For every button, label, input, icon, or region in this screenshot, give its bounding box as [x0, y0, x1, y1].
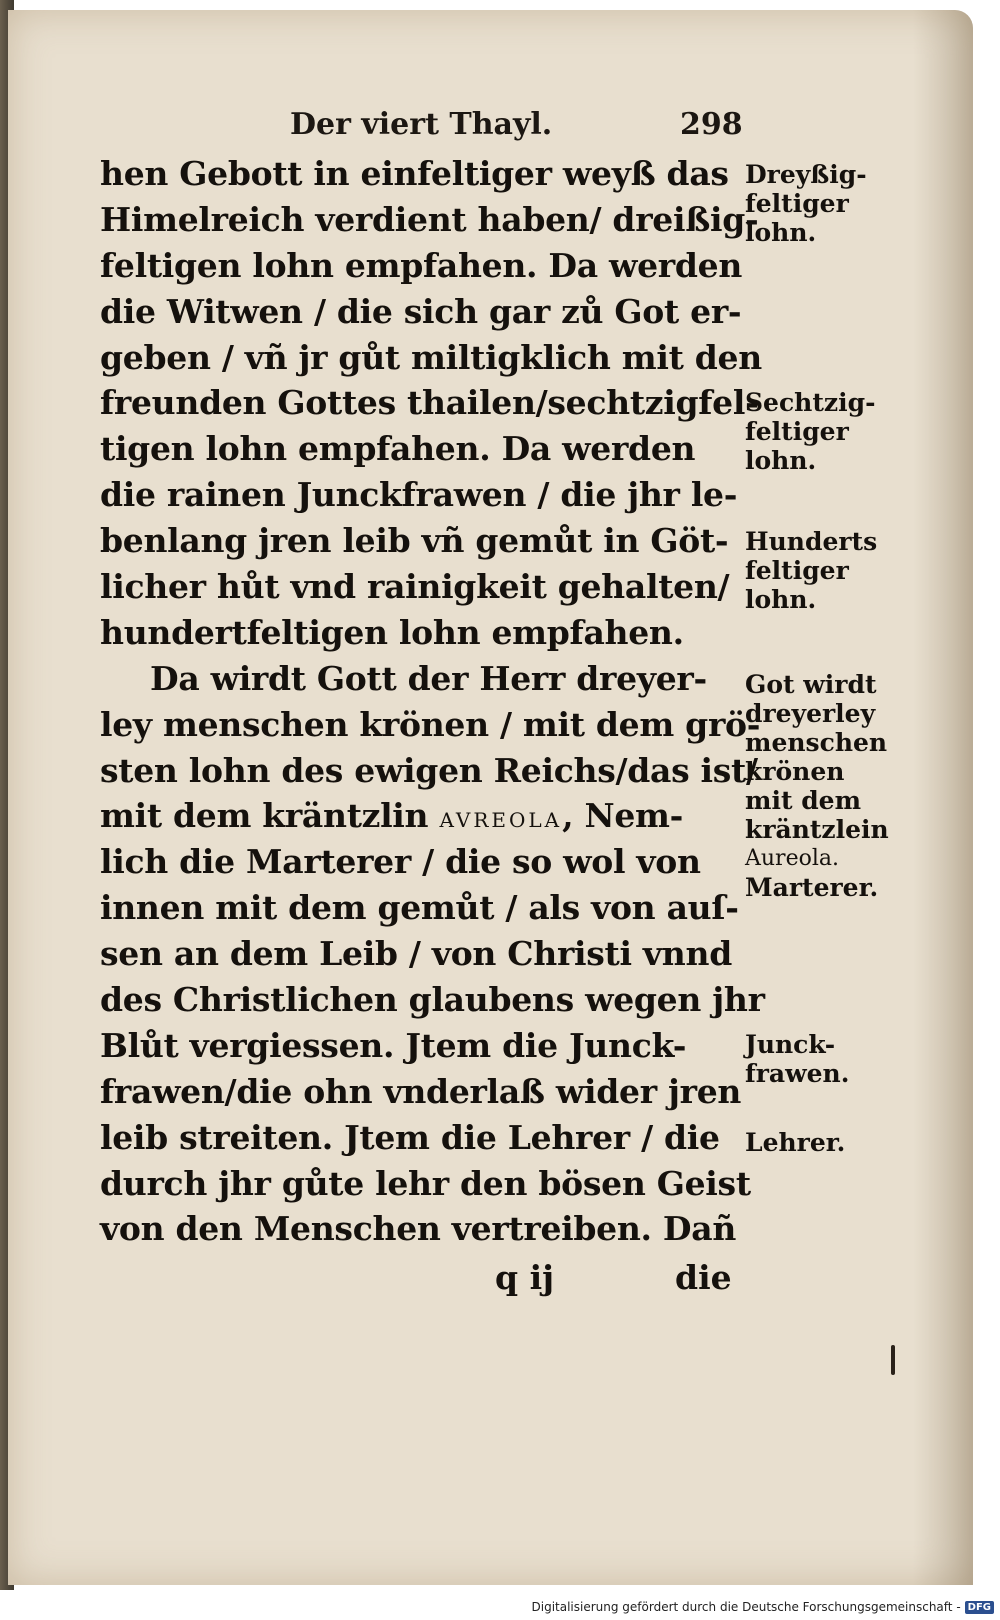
text-line: Blůt vergiessen. Jtem die Junck- [100, 1025, 687, 1065]
marginal-note-line: menschen [745, 728, 888, 757]
text-line: sen an dem Leib / von Christi vnnd [100, 934, 732, 974]
marginal-note [745, 160, 945, 247]
marginal-note-line: feltiger [745, 417, 849, 446]
marginal-note-line: kräntzlein [745, 815, 889, 844]
text-line: die Witwen / die sich gar zů Got er- [100, 291, 742, 331]
text-line-part: , Nem- [562, 796, 684, 836]
text-line: leib streiten. Jtem die Lehrer / die [100, 1117, 720, 1157]
catchword: die [675, 1258, 732, 1297]
marginal-note-line: Aureola. [745, 846, 839, 871]
text-line: hen Gebott in einfeltiger weyß das [100, 154, 729, 193]
marginal-note [745, 388, 945, 475]
signature-mark: q ij [495, 1258, 555, 1297]
marginal-note-line: Hunderts [745, 527, 878, 556]
text-line: frawen/die ohn vnderlaß wider jren [100, 1071, 742, 1111]
marginal-note [745, 1128, 945, 1157]
running-header [100, 103, 760, 143]
text-line: ley menschen krönen / mit dem grö- [100, 704, 761, 744]
text-line: tigen lohn empfahen. Da werden [100, 429, 696, 469]
text-line: benlang jren leib vñ gemůt in Göt- [100, 521, 729, 561]
text-line-part: mit dem kräntzlin [100, 796, 440, 836]
marginal-note [745, 670, 945, 902]
digitization-credit-text: Digitalisierung gefördert durch die Deutsche Forschungsgemeinschaft - [531, 1600, 961, 1614]
marginal-note-line: Dreyßig- [745, 160, 867, 189]
marginal-note [745, 527, 945, 614]
ink-mark [891, 1345, 895, 1375]
marginal-note-line: lohn. [745, 218, 817, 247]
text-line: sten lohn des ewigen Reichs/das ist/ [100, 750, 758, 790]
marginal-note-line: mit dem [745, 786, 862, 815]
marginal-note-line: Got wirdt [745, 670, 877, 699]
marginal-note-line: Marterer. [745, 873, 879, 902]
marginal-note-line: lohn. [745, 585, 817, 614]
text-line: durch jhr gůte lehr den bösen Geist [100, 1163, 751, 1203]
marginal-note-line: krönen [745, 757, 845, 786]
text-line: die rainen Junckfrawen / die jhr le- [100, 475, 738, 515]
text-line: des Christlichen glaubens wegen jhr [100, 980, 765, 1020]
page-number: 298 [680, 107, 743, 142]
main-text-block [100, 151, 765, 1252]
text-line: licher hůt vnd rainigkeit gehalten/ [100, 567, 730, 607]
text-line: von den Menschen vertreiben. Dañ [100, 1209, 737, 1249]
text-line: Da wirdt Gott der Herr dreyer- [150, 658, 707, 698]
marginal-note-line: Lehrer. [745, 1128, 846, 1157]
text-line: innen mit dem gemůt / als von auſ- [100, 888, 739, 928]
text-line [100, 793, 740, 839]
text-line: hundertfeltigen lohn empfahen. [100, 612, 684, 652]
marginal-note-line: feltiger [745, 189, 849, 218]
page-footer [100, 1258, 740, 1308]
small-caps-word: AVREOLA [439, 808, 563, 833]
text-line: feltigen lohn empfahen. Da werden [100, 245, 743, 285]
dfg-logo: DFG [965, 1601, 994, 1614]
marginal-note-line: Junck- [745, 1030, 836, 1059]
marginal-note-line: dreyerley [745, 699, 876, 728]
marginal-note-line: feltiger [745, 556, 849, 585]
text-line: lich die Marterer / die so wol von [100, 842, 701, 882]
marginal-note-line: frawen. [745, 1059, 850, 1088]
text-line: Himelreich verdient haben/ dreißig- [100, 199, 759, 239]
running-title: Der viert Thayl. [290, 107, 553, 142]
marginal-note [745, 1030, 945, 1088]
marginal-note-line: Sechtzig- [745, 388, 876, 417]
digitization-credit-bar [532, 1600, 995, 1614]
marginal-note-line: lohn. [745, 446, 817, 475]
text-line: freunden Gottes thailen/sechtzigfel- [100, 383, 759, 423]
text-line: geben / vñ jr gůt miltigklich mit den [100, 337, 762, 377]
